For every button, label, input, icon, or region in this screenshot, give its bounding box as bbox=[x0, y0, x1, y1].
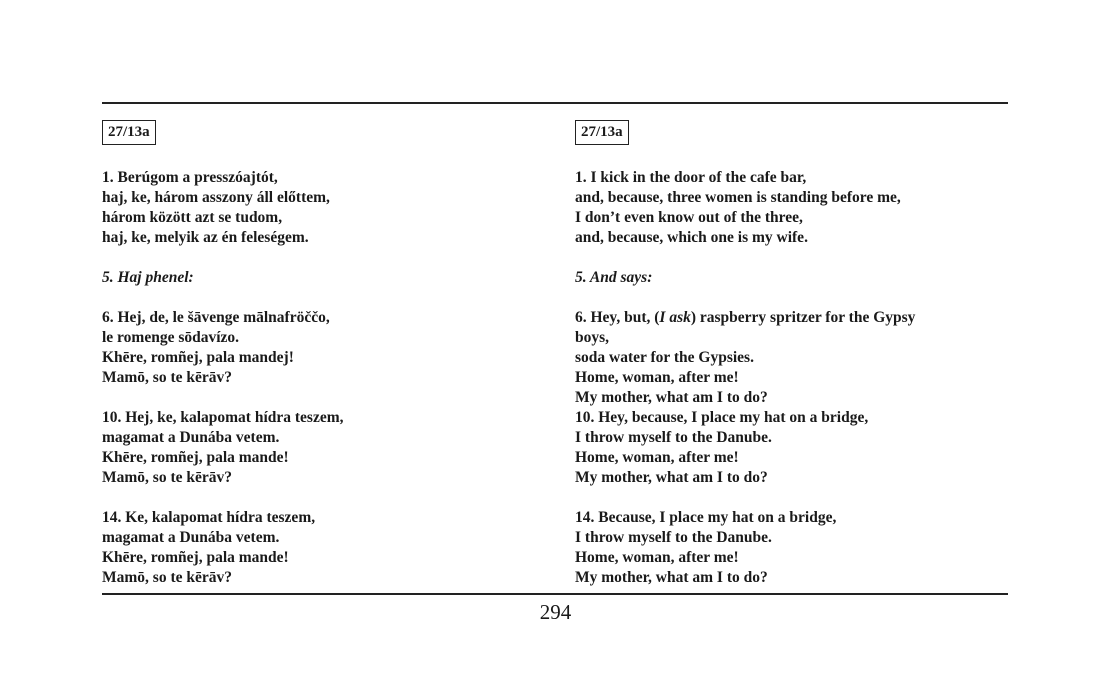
verse-line: 14. Because, I place my hat on a bridge, bbox=[575, 509, 837, 526]
verse-line: magamat a Dunába vetem. bbox=[102, 529, 280, 546]
verse-line: I don’t even know out of the three, bbox=[575, 209, 803, 226]
verse-line: I throw myself to the Danube. bbox=[575, 429, 772, 446]
hungarian-column bbox=[102, 120, 344, 588]
italic-text: I ask bbox=[659, 309, 691, 326]
verse-line: Home, woman, after me! bbox=[575, 449, 739, 466]
verse-line: My mother, what am I to do? bbox=[575, 469, 768, 486]
stanza-6 bbox=[102, 308, 344, 388]
verse-line: Khēre, romñej, pala mande! bbox=[102, 549, 289, 566]
verse-line: haj, ke, három asszony áll előttem, bbox=[102, 189, 330, 206]
stanza-14 bbox=[575, 508, 915, 588]
song-label: 27/13a bbox=[575, 120, 629, 145]
verse-line: 10. Hej, ke, kalapomat hídra teszem, bbox=[102, 409, 344, 426]
stanza-5: 5. Haj phenel: bbox=[102, 269, 194, 286]
verse-line: and, because, which one is my wife. bbox=[575, 229, 808, 246]
verse-line: Mamō, so te kērāv? bbox=[102, 569, 232, 586]
stanza-1 bbox=[575, 168, 915, 248]
bottom-rule bbox=[102, 593, 1008, 595]
verse-line: 6. Hej, de, le šāvenge mālnafröččo, bbox=[102, 309, 330, 326]
verse-line: Khēre, romñej, pala mandej! bbox=[102, 349, 294, 366]
stanza-14 bbox=[102, 508, 344, 588]
stanza-6 bbox=[575, 308, 915, 408]
verse-line: Mamō, so te kērāv? bbox=[102, 369, 232, 386]
song-label: 27/13a bbox=[102, 120, 156, 145]
verse-line: My mother, what am I to do? bbox=[575, 569, 768, 586]
stanza-5: 5. And says: bbox=[575, 269, 653, 286]
verse-line: 1. Berúgom a presszóajtót, bbox=[102, 169, 278, 186]
english-column bbox=[575, 120, 915, 588]
stanza-1 bbox=[102, 168, 344, 248]
verse-line: három között azt se tudom, bbox=[102, 209, 283, 226]
top-rule bbox=[102, 102, 1008, 104]
verse-line: 1. I kick in the door of the cafe bar, bbox=[575, 169, 807, 186]
verse-line: Home, woman, after me! bbox=[575, 369, 739, 386]
verse-line: I throw myself to the Danube. bbox=[575, 529, 772, 546]
verse-line: le romenge sōdavízo. bbox=[102, 329, 240, 346]
text: 6. Hey, but, ( bbox=[575, 309, 660, 326]
verse-line: Mamō, so te kērāv? bbox=[102, 469, 232, 486]
verse-line: haj, ke, melyik az én feleségem. bbox=[102, 229, 309, 246]
stanza-10 bbox=[102, 408, 344, 488]
text: ) raspberry spritzer for the Gypsy bbox=[690, 309, 916, 326]
verse-line: Khēre, romñej, pala mande! bbox=[102, 449, 289, 466]
verse-line: boys, bbox=[575, 329, 610, 346]
verse-line bbox=[575, 308, 915, 328]
page-number: 294 bbox=[539, 600, 572, 624]
verse-line: magamat a Dunába vetem. bbox=[102, 429, 280, 446]
verse-line: 14. Ke, kalapomat hídra teszem, bbox=[102, 509, 316, 526]
verse-line: soda water for the Gypsies. bbox=[575, 349, 754, 366]
verse-line: Home, woman, after me! bbox=[575, 549, 739, 566]
verse-line: 10. Hey, because, I place my hat on a bridge, bbox=[575, 409, 869, 426]
verse-line: My mother, what am I to do? bbox=[575, 389, 768, 406]
verse-line: and, because, three women is standing before me, bbox=[575, 189, 901, 206]
stanza-10 bbox=[575, 408, 915, 488]
